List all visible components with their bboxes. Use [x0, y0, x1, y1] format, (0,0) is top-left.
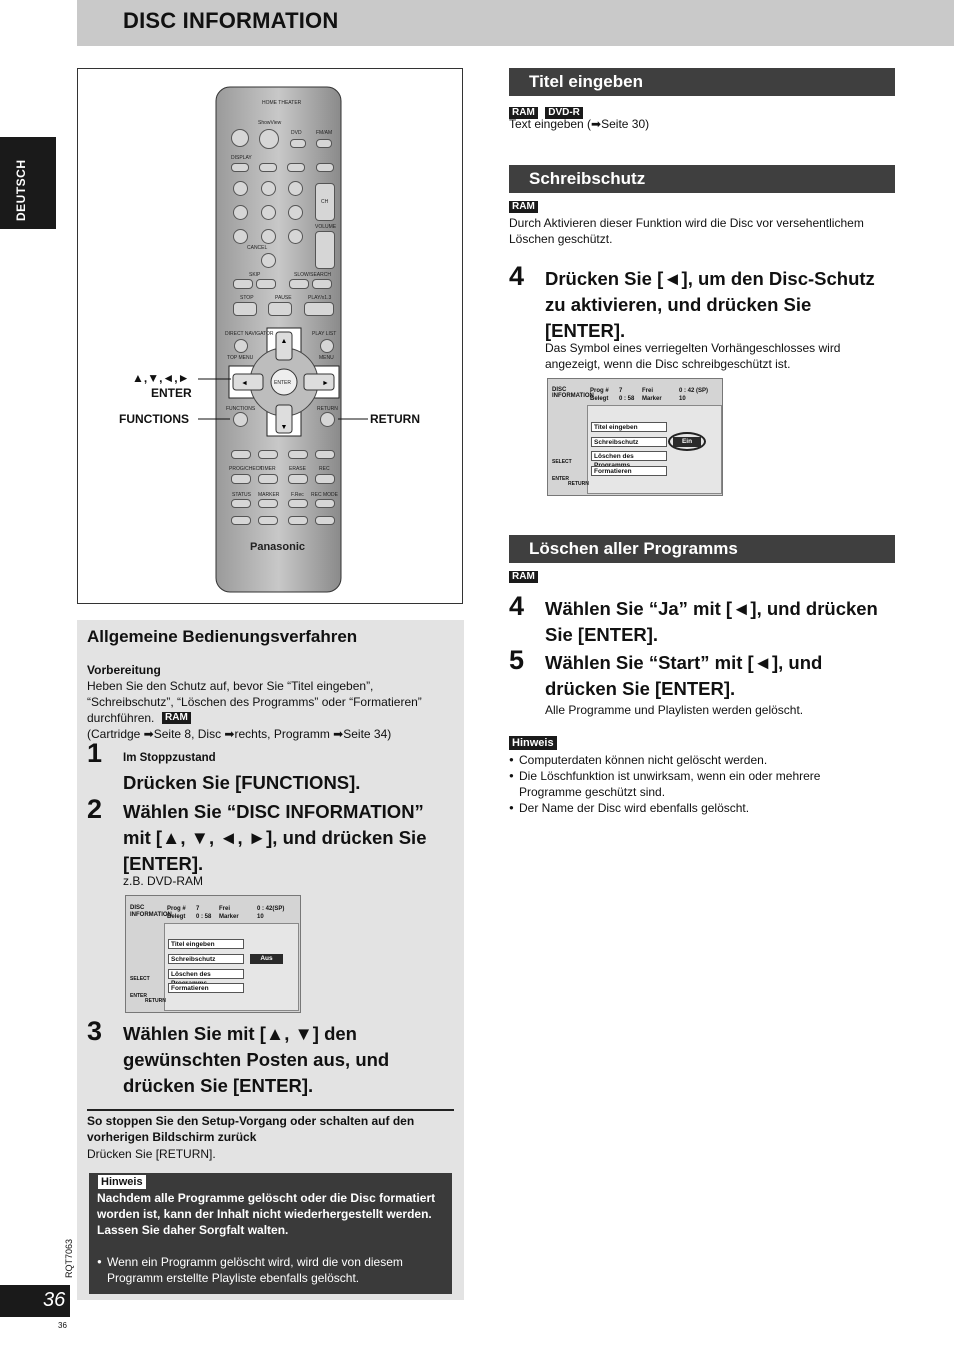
eq-button[interactable]	[258, 516, 278, 525]
menu-item-schreibschutz[interactable]: Schreibschutz	[168, 954, 244, 964]
step-2-text: Wählen Sie “DISC INFORMATION” mit [▲, ▼, ◄, ►], und drücken Sie [ENTER].	[123, 801, 427, 874]
frei-label: Frei	[219, 906, 231, 912]
belegt-label: Belegt	[590, 396, 609, 402]
page-title: DISC INFORMATION	[123, 8, 339, 33]
step-1-number: 1	[87, 738, 103, 768]
menu-item-titel[interactable]: Titel eingeben	[591, 422, 667, 432]
screen-title-line2: INFORMATION	[130, 912, 172, 918]
digit-2-button[interactable]	[261, 181, 276, 196]
stop-title: So stoppen Sie den Setup-Vorgang oder schalten auf den vorherigen Bildschirm zurück	[87, 1114, 415, 1144]
step-2-example: z.B. DVD-RAM	[123, 874, 204, 888]
menu-item-formatieren[interactable]: Formatieren	[168, 983, 244, 993]
menu-item-formatieren[interactable]: Formatieren	[591, 466, 667, 476]
svg-text:►: ►	[322, 380, 329, 387]
remote-fmam-label: FM/AM	[316, 130, 333, 136]
s2-step-text: Drücken Sie [◄], um den Disc-Schutz zu aktivieren, und drücken Sie [ENTER].	[545, 268, 875, 341]
remote-stop-label: STOP	[240, 295, 254, 301]
page-header	[77, 0, 954, 46]
s2-step-number: 4	[509, 261, 525, 291]
right-note-label: Hinweis	[509, 736, 557, 750]
general-procedure-heading: Allgemeine Bedienungsverfahren	[87, 627, 358, 646]
screen-select-hint: SELECT	[130, 976, 150, 982]
audio-button[interactable]	[288, 516, 308, 525]
s2-step-note: Das Symbol eines verriegelten Vorhängeschlosses wird angezeigt, wenn die Disc schreibgeschützt ist.	[545, 341, 841, 371]
screen-enter-hint: ENTER	[552, 476, 569, 482]
dvd-button[interactable]	[290, 139, 306, 148]
belegt-value: 0 : 58	[619, 396, 635, 402]
s3-step-5-text: Wählen Sie “Start” mit [◄], und drücken Sie [ENTER].	[545, 652, 823, 699]
time-slip-button[interactable]	[315, 450, 335, 459]
remote-direct-nav-label: DIRECT NAVIGATOR	[225, 331, 274, 337]
status-button[interactable]	[231, 499, 251, 508]
left-note-label: Hinweis	[98, 1175, 146, 1189]
remote-showview-label: ShowView	[258, 120, 282, 126]
screen-return-hint: RETURN	[145, 998, 166, 1004]
remote-pause-label: PAUSE	[275, 295, 292, 301]
remote-menu-label: MENU	[319, 355, 334, 361]
arrow-keys-label: ▲,▼,◄,►	[132, 371, 190, 385]
remote-timer-label: TIMER	[260, 466, 276, 472]
belegt-value: 0 : 58	[196, 914, 212, 920]
skip-forward-button[interactable]	[256, 279, 276, 289]
right-note-item: ● Die Löschfunktion ist unwirksam, wenn ein oder mehrere Programme geschützt sind.	[509, 768, 854, 800]
s3-step-4-number: 4	[509, 591, 525, 621]
enter-label: ENTER	[151, 386, 192, 400]
language-tab-label: DEUTSCH	[14, 159, 28, 221]
language-tab	[0, 137, 56, 229]
marker-label: Marker	[219, 914, 239, 920]
belegt-label: Belegt	[167, 914, 186, 920]
remote-volume-label: VOLUME	[315, 224, 337, 230]
svg-text:◄: ◄	[241, 380, 248, 387]
remote-prog-check-label: PROG/CHECK	[229, 466, 263, 472]
left-note-item: ● Wenn ein Programm gelöscht wird, wird die von diesem Programm erstellte Playliste ebenfalls gelöscht.	[97, 1254, 442, 1286]
badge-ram: RAM	[509, 107, 538, 119]
prog-value: 7	[619, 388, 623, 394]
prep-text: Heben Sie den Schutz auf, bevor Sie “Titel eingeben”, “Schreibschutz”, “Löschen des Programms” oder “Formatieren” durchführen.	[87, 679, 422, 725]
s3-step-5-note: Alle Programme und Playlisten werden gelöscht.	[545, 703, 804, 717]
menu-item-loeschen[interactable]: Löschen des	[168, 969, 244, 979]
prep-title: Vorbereitung	[87, 663, 161, 677]
badge-dvd-r: DVD-R	[545, 107, 583, 119]
step-3-number: 3	[87, 1016, 103, 1046]
digit-3-button[interactable]	[288, 181, 303, 196]
divider-line	[87, 1109, 454, 1111]
s3-step-5-number: 5	[509, 645, 525, 675]
remote-top-menu-label: TOP MENU	[227, 355, 254, 361]
volume-rocker[interactable]	[315, 231, 335, 269]
marker-value: 10	[257, 914, 264, 920]
return-button[interactable]	[320, 412, 335, 427]
digit-7-button[interactable]	[233, 229, 248, 244]
remote-functions-small-label: FUNCTIONS	[226, 406, 256, 412]
digit-0-button[interactable]	[261, 253, 276, 268]
stop-text: Drücken Sie [RETURN].	[87, 1147, 216, 1161]
menu-item-schreibschutz[interactable]: Schreibschutz	[591, 437, 667, 447]
right-note-item: ● Computerdaten können nicht gelöscht werden.	[509, 752, 854, 768]
remote-display-label: DISPLAY	[231, 155, 252, 161]
s1-text: Text eingeben (➡Seite 30)	[509, 117, 650, 131]
remote-slow-label: SLOW/SEARCH	[294, 272, 331, 278]
fmam-button[interactable]	[316, 139, 332, 148]
digit-6-button[interactable]	[288, 205, 303, 220]
schreibschutz-screen-example	[547, 378, 723, 496]
step-3-text: Wählen Sie mit [▲, ▼] den gewünschten Posten aus, und drücken Sie [ENTER].	[123, 1023, 390, 1096]
power-button[interactable]	[231, 129, 249, 147]
menu-item-loeschen[interactable]: Löschen des	[591, 451, 667, 461]
manual-skip-button[interactable]	[288, 450, 308, 459]
prog-check-button[interactable]	[231, 474, 251, 484]
protection-state: Ein	[673, 437, 701, 447]
screen-title-line1: DISC	[552, 387, 567, 393]
remote-marker-label: MARKER	[258, 492, 280, 498]
screen-title-line2: INFORMATION	[552, 393, 594, 399]
functions-button[interactable]	[233, 412, 248, 427]
left-note-bold-text: Nachdem alle Programme gelöscht oder die Disc formatiert worden ist, kann der Inhalt nicht wiederhergestellt werden. Lassen Sie daher Sorgfalt walten.	[97, 1191, 436, 1237]
page-number-small: 36	[58, 1321, 67, 1330]
s3-step-4-text: Wählen Sie “Ja” mit [◄], und drücken Sie [ENTER].	[545, 598, 878, 645]
frame-button[interactable]	[258, 450, 278, 459]
muting-button[interactable]	[315, 516, 335, 525]
right-note-item: ● Der Name der Disc wird ebenfalls gelöscht.	[509, 800, 854, 816]
screen-return-hint: RETURN	[568, 481, 589, 487]
av-button[interactable]	[316, 163, 334, 172]
functions-label: FUNCTIONS	[119, 412, 189, 426]
step-2-number: 2	[87, 794, 103, 824]
section-titel-eingeben: Titel eingeben	[509, 68, 895, 96]
remote-skip-label: SKIP	[249, 272, 261, 278]
play-list-button[interactable]	[320, 339, 334, 353]
svg-text:▲: ▲	[280, 338, 288, 345]
right-note-list	[509, 752, 854, 816]
timer-button[interactable]	[258, 474, 278, 484]
prog-value: 7	[196, 906, 200, 912]
digit-5-button[interactable]	[261, 205, 276, 220]
digit-8-button[interactable]	[261, 229, 276, 244]
f-rec-button[interactable]	[288, 499, 308, 508]
direct-navigator-button[interactable]	[234, 339, 248, 353]
prep-ram-badge: RAM	[162, 712, 191, 724]
remote-return-small-label: RETURN	[317, 406, 338, 412]
disc-info-screen-example	[125, 895, 301, 1013]
showview-button[interactable]	[259, 129, 279, 149]
av-enhancer-button[interactable]	[231, 450, 251, 459]
s2-badge-ram: RAM	[509, 201, 538, 213]
step-1-text: Drücken Sie [FUNCTIONS].	[123, 772, 361, 793]
screen-menu-area	[164, 923, 299, 1011]
input-select-button[interactable]	[287, 163, 305, 172]
remote-rec-mode-label: REC MODE	[311, 492, 338, 498]
page-number-box	[0, 1285, 70, 1317]
frei-label: Frei	[642, 388, 654, 394]
prog-label: Prog #	[167, 906, 186, 912]
remote-ch-label: CH	[321, 199, 329, 205]
screen-menu-area	[587, 405, 722, 494]
rec-button[interactable]	[315, 474, 335, 484]
prog-label: Prog #	[590, 388, 609, 394]
marker-button[interactable]	[258, 499, 278, 508]
left-note-box	[89, 1173, 452, 1294]
pause-button[interactable]	[268, 302, 292, 316]
marker-label: Marker	[642, 396, 662, 402]
marker-value: 10	[679, 396, 686, 402]
digit-9-button[interactable]	[288, 229, 303, 244]
protection-state: Aus	[250, 954, 283, 964]
remote-home-theater-label: HOME THEATER	[262, 100, 302, 106]
step-1-subtitle: Im Stoppzustand	[123, 752, 216, 764]
search-forward-button[interactable]	[312, 279, 332, 289]
remote-cancel-label: CANCEL	[247, 245, 268, 251]
remote-dvd-label: DVD	[291, 130, 302, 136]
memory-button[interactable]	[231, 516, 251, 525]
remote-enter-center-label: ENTER	[274, 380, 291, 386]
frei-value: 0 : 42(SP)	[257, 906, 285, 912]
digit-1-button[interactable]	[233, 181, 248, 196]
page-number: 36	[43, 1289, 66, 1311]
remote-status-label: STATUS	[232, 492, 251, 498]
digit-4-button[interactable]	[233, 205, 248, 220]
frei-value: 0 : 42 (SP)	[679, 388, 709, 394]
left-note-list	[97, 1254, 442, 1286]
remote-illustration-box	[77, 68, 463, 604]
remote-play-list-label: PLAY LIST	[312, 331, 337, 337]
svg-text:▼: ▼	[280, 424, 288, 431]
remote-erase-label: ERASE	[289, 466, 306, 472]
screen-select-hint: SELECT	[552, 459, 572, 465]
erase-button[interactable]	[288, 474, 308, 484]
rec-mode-button[interactable]	[315, 499, 335, 508]
play-button[interactable]	[304, 302, 334, 316]
prep-reference: (Cartridge ➡Seite 8, Disc ➡rechts, Programm ➡Seite 34)	[87, 727, 392, 741]
remote-brand-logo: Panasonic	[250, 541, 306, 553]
remote-rec-label: REC	[319, 466, 330, 472]
menu-item-titel[interactable]: Titel eingeben	[168, 939, 244, 949]
section-schreibschutz: Schreibschutz	[509, 165, 895, 193]
screen-enter-hint: ENTER	[130, 993, 147, 999]
section-loeschen-aller-programms: Löschen aller Programms	[509, 535, 895, 563]
s2-text: Durch Aktivieren dieser Funktion wird die Disc vor versehentlichem Löschen geschützt.	[509, 216, 864, 246]
direct-tv-rec-button[interactable]	[259, 163, 277, 172]
display-button[interactable]	[231, 163, 249, 172]
remote-play-label: PLAY/x1.3	[308, 295, 332, 301]
remote-f-rec-label: F.Rec	[291, 492, 304, 498]
search-back-button[interactable]	[289, 279, 309, 289]
skip-back-button[interactable]	[233, 279, 253, 289]
return-label: RETURN	[370, 412, 420, 426]
doc-code: RQT7063	[64, 1238, 74, 1278]
screen-title-line1: DISC	[130, 905, 145, 911]
stop-button[interactable]	[233, 302, 257, 316]
s3-badge-ram: RAM	[509, 571, 538, 583]
